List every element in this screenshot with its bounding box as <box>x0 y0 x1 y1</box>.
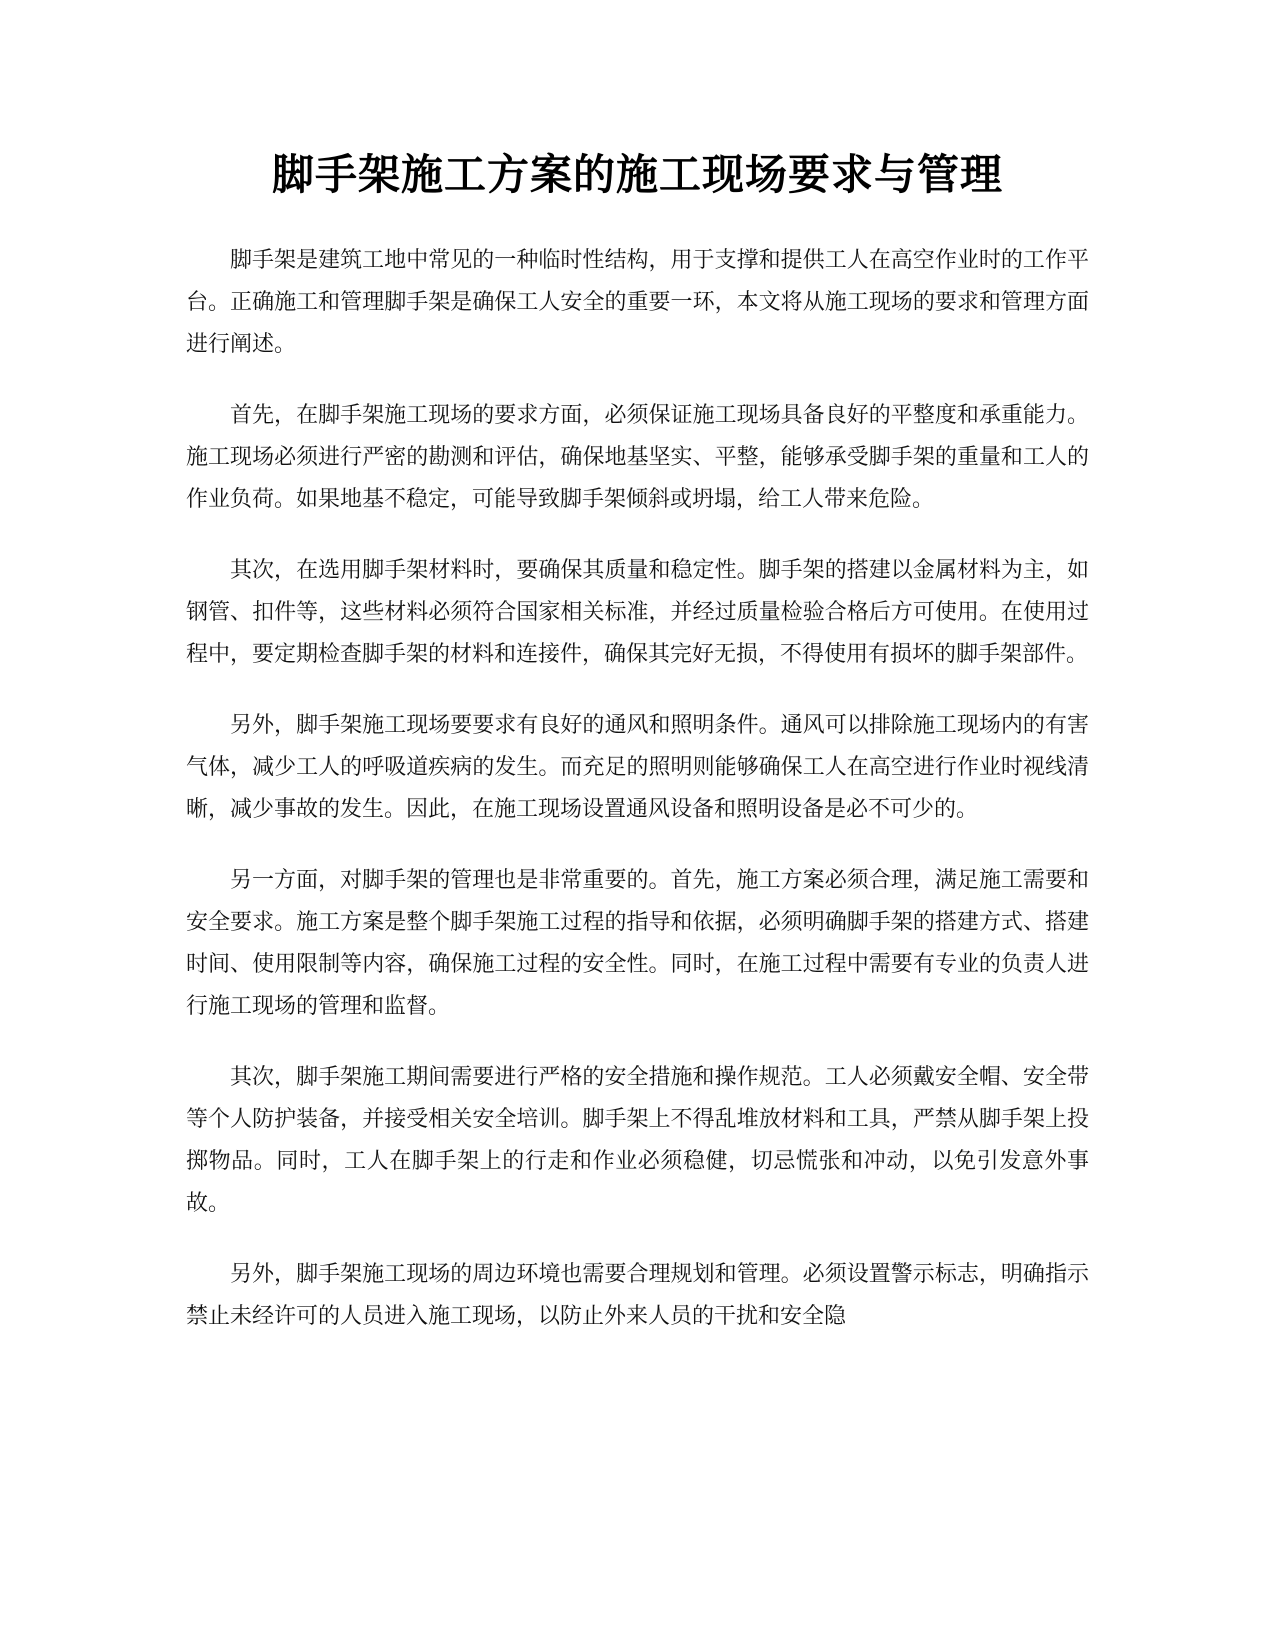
paragraph-5: 另一方面，对脚手架的管理也是非常重要的。首先，施工方案必须合理，满足施工需要和安全要求。施工方案是整个脚手架施工过程的指导和依据，必须明确脚手架的搭建方式、搭建时间、使用限制等内容，确保施工过程的安全性。同时，在施工过程中需要有专业的负责人进行施工现场的管理和监督。 <box>186 868 1089 1019</box>
paragraph-2: 首先，在脚手架施工现场的要求方面，必须保证施工现场具备良好的平整度和承重能力。施工现场必须进行严密的勘测和评估，确保地基坚实、平整，能够承受脚手架的重量和工人的作业负荷。如果地基不稳定，可能导致脚手架倾斜或坍塌，给工人带来危险。 <box>186 403 1089 512</box>
paragraph-3: 其次，在选用脚手架材料时，要确保其质量和稳定性。脚手架的搭建以金属材料为主，如钢管、扣件等，这些材料必须符合国家相关标准，并经过质量检验合格后方可使用。在使用过程中，要定期检查脚手架的材料和连接件，确保其完好无损，不得使用有损坏的脚手架部件。 <box>186 558 1089 667</box>
paragraph-6: 其次，脚手架施工期间需要进行严格的安全措施和操作规范。工人必须戴安全帽、安全带等个人防护装备，并接受相关安全培训。脚手架上不得乱堆放材料和工具，严禁从脚手架上投掷物品。同时，工人在脚手架上的行走和作业必须稳健，切忌慌张和冲动，以免引发意外事故。 <box>186 1065 1089 1216</box>
paragraph-7: 另外，脚手架施工现场的周边环境也需要合理规划和管理。必须设置警示标志，明确指示禁止未经许可的人员进入施工现场，以防止外来人员的干扰和安全隐 <box>186 1262 1089 1329</box>
paragraph-4: 另外，脚手架施工现场要要求有良好的通风和照明条件。通风可以排除施工现场内的有害气体，减少工人的呼吸道疾病的发生。而充足的照明则能够确保工人在高空进行作业时视线清晰，减少事故的发生。因此，在施工现场设置通风设备和照明设备是必不可少的。 <box>186 713 1089 822</box>
document-body <box>186 240 1089 1367</box>
paragraph-1: 脚手架是建筑工地中常见的一种临时性结构，用于支撑和提供工人在高空作业时的工作平台。正确施工和管理脚手架是确保工人安全的重要一环，本文将从施工现场的要求和管理方面进行阐述。 <box>186 248 1089 357</box>
document-title: 脚手架施工方案的施工现场要求与管理 <box>271 150 1003 199</box>
